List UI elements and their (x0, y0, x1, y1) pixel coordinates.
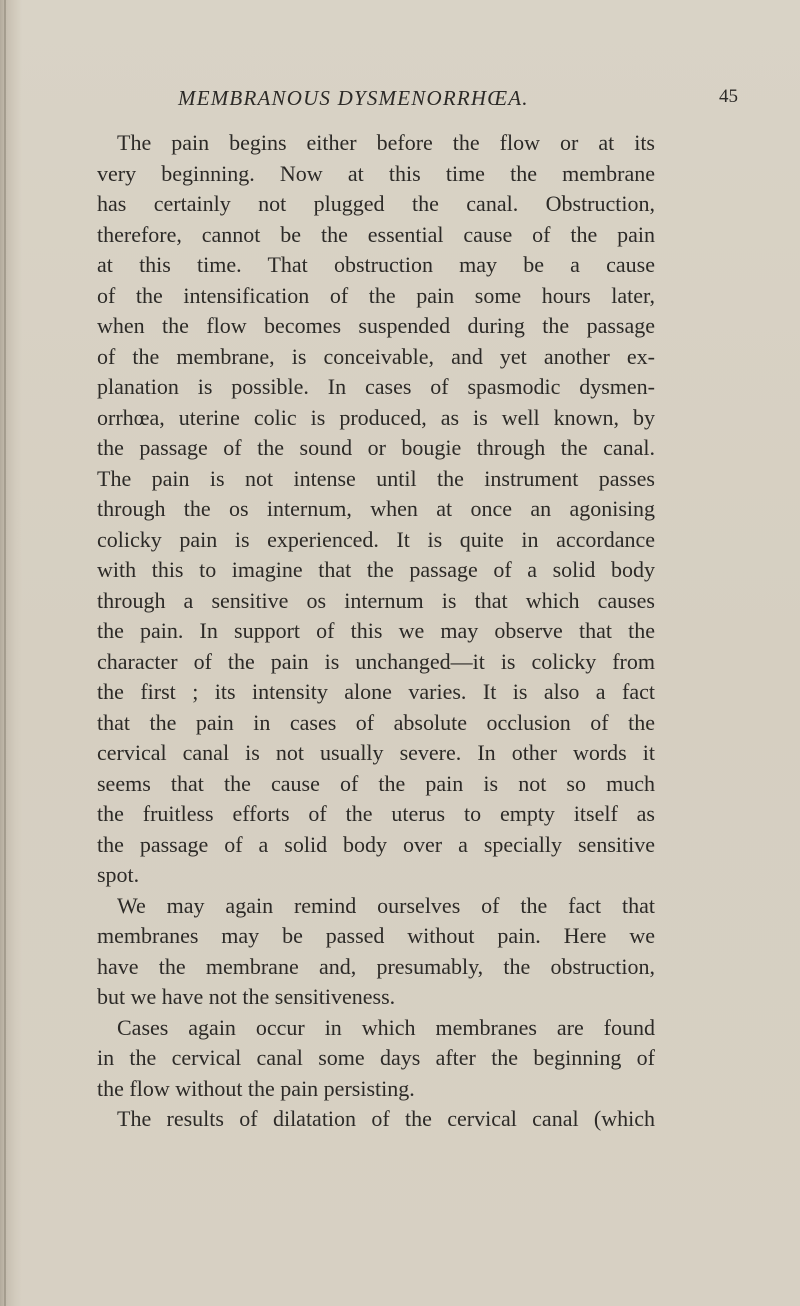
text-line: when the flow becomes suspended during the passage (97, 313, 655, 338)
text-line: membranes may be passed without pain. Here we (97, 923, 655, 948)
text-line: that the pain in cases of absolute occlusion of the (97, 709, 655, 735)
text-line: Cases again occur in which membranes are found (117, 1014, 655, 1040)
text-line: We may again remind ourselves of the fact that (117, 892, 655, 918)
running-title: MEMBRANOUS DYSMENORRHŒA. (178, 86, 529, 110)
text-line: the first ; its intensity alone varies. It is also a fact (97, 679, 655, 704)
text-line: the passage of a solid body over a specially sensitive (97, 831, 655, 857)
text-line: character of the pain is unchanged—it is colicky from (97, 648, 655, 674)
text-line: but we have not the sensitiveness. (97, 984, 396, 1009)
text-line: seems that the cause of the pain is not so much (97, 770, 655, 796)
text-line: the flow without the pain persisting. (97, 1075, 415, 1101)
page-gutter (0, 0, 22, 1306)
text-line: planation is possible. In cases of spasmodic dysmen- (97, 374, 655, 399)
text-line: orrhœa, uterine colic is produced, as is well known, by (97, 404, 655, 430)
text-line: through the os internum, when at once an agonising (97, 496, 655, 521)
text-line: of the intensification of the pain some hours later, (97, 282, 655, 308)
gutter-edge (4, 0, 6, 1306)
running-head (178, 86, 738, 118)
text-line: cervical canal is not usually severe. In other words it (97, 740, 655, 765)
text-line: in the cervical canal some days after the beginning of (97, 1045, 655, 1070)
text-line: has certainly not plugged the canal. Obstruction, (97, 191, 655, 216)
body-text (97, 128, 655, 1135)
text-line: colicky pain is experienced. It is quite in accordance (97, 526, 655, 552)
text-line: with this to imagine that the passage of a solid body (97, 557, 655, 582)
text-line: the passage of the sound or bougie through the canal. (97, 435, 655, 460)
text-line: very beginning. Now at this time the membrane (97, 160, 655, 186)
text-line: the pain. In support of this we may observe that the (97, 618, 655, 643)
text-line: The pain is not intense until the instrument passes (97, 465, 655, 491)
text-line: at this time. That obstruction may be a cause (97, 252, 655, 277)
text-line: have the membrane and, presumably, the obstruction, (97, 953, 655, 979)
text-line: the fruitless efforts of the uterus to empty itself as (97, 801, 655, 826)
text-line: through a sensitive os internum is that which causes (97, 587, 655, 613)
page-number: 45 (719, 86, 738, 107)
text-line: of the membrane, is conceivable, and yet another ex- (97, 343, 655, 369)
text-line: The results of dilatation of the cervical canal (which (117, 1106, 655, 1131)
text-line: spot. (97, 862, 140, 887)
text-line: The pain begins either before the flow or at its (117, 130, 655, 155)
text-line: therefore, cannot be the essential cause of the pain (97, 221, 655, 247)
